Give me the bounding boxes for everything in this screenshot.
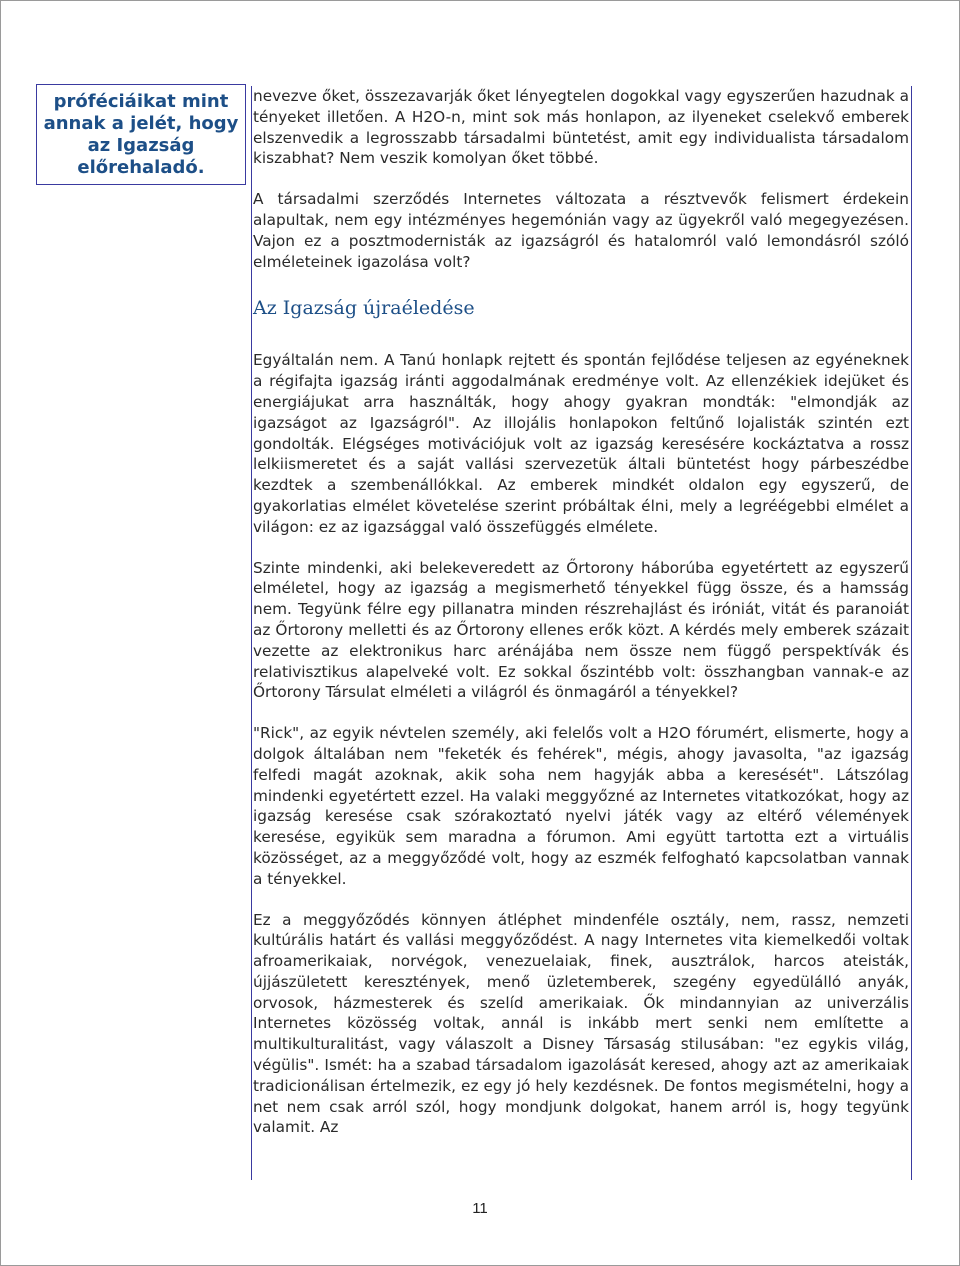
paragraph-1: nevezve őket, összezavarják őket lényegtelen dogokkal vagy egyszerűen hazudnak a tényeket illetően. A H2O-n, mint sok más honlapon, az ilyeneket cselekvő emberek elszenvedik a legrosszabb társadalmi büntetést, amit egy individualista társadalom kiszabhat? Nem veszik komolyan őket többé. xyxy=(253,87,909,168)
paragraph-3: Egyáltalán nem. A Tanú honlapk rejtett és spontán fejlődése teljesen az egyéneknek a régifajta igazság iránti aggodalmának eredménye volt. Az ellenzékiek idejüket és energiájukat arra használták, hogy ahogy gyakran mondták: "elmondják az igazságot az Igazságról". Az illojális honlapokon feltűnő lojalisták szintén ezt gondolták. Elégséges motivációjuk volt az igazság keresésére kockáztatva a rossz lelkiismeretet és a saját vallási szervezetük általi büntetést hogy párbeszédbe kezdtek a szembenállókkal. Az emberek mindkét oldalon egy egyszerű, de gyakorlatias elmélet követelése szerint próbáltak élni, mely a legréégebbi elmélet a világon: ez az igazsággal való összefüggés elmélete. xyxy=(253,351,909,536)
pull-quote: próféciáikat mint annak a jelét, hogy az Igazság előrehaladó. xyxy=(36,84,246,185)
paragraph-4: Szinte mindenki, aki belekeveredett az Őrtorony háborúba egyetértett az egyszerű elméletel, hogy az igazság a megismerhető tényekkel függ össze, és a hamsság nem. Tegyünk félre egy pillanatra minden részrehajlást és iróniát, vitát és paranoiát az Őrtorony melletti és az Őrtorony ellenes erők közt. A kérdés mely emberek százait vezette az elektronikus harc arénájába nem össze nem függő perspektívák és relativisztikus alapelveké volt. Ez sokkal őszintébb volt: összhangban vannak-e az Őrtorony Társulat elméleti a világról és önmagáról a tényekkel? xyxy=(253,558,909,702)
page-number: 11 xyxy=(472,1200,488,1217)
paragraph-5: "Rick", az egyik névtelen személy, aki felelős volt a H2O fórumért, elismerte, hogy a dolgok általában nem "feketék és fehérek", mégis, ahogy javasolta, "az igazság felfedi magát azoknak, akik soha nem hagyják abba a keresését". Látszólag mindenki egyetértett ezzel. Ha valaki meggyőzné az Internetes vitatkozókat, hogy az igazság keresése csak szórakoztató nyelvi játék vagy az eltérő vélemények keresése, egyikük sem maradna a fórumon. Ami együtt tartotta ezt a virtuális közösséget, az a meggyőződé volt, hogy az eszmék felfogható kapcsolatban vannak a tényekkel. xyxy=(253,724,909,888)
section-heading: Az Igazság újraéledése xyxy=(253,297,475,320)
paragraph-6: Ez a meggyőződés könnyen átléphet mindenféle osztály, nem, rassz, nemzeti kultúrális határt és vallási meggyőződést. A nagy Internetes vita kiemelkedői voltak afroamerikaiak, norvégok, venezuelaiak, finek, ausztrálok, harcos ateisták, újjászületett keresztények, menő üzletemberek, szegény egyedülálló anyák, orvosok, házmesterek és szelíd amerikaiak. Ők mindannyian az univerzális Internetes közösség voltak, annál is inkább mert senki nem említette a multikulturalitást, vagy válaszolt a Disney Társaság stilusában: "ez egykis világ, végülis". Ismét: ha a szabad társadalom igazolását keresed, ahogy azt az amerikaiak tradicionálisan értelmezik, ez egy jó hely kezdésnek. De fontos megismételni, hogy a net nem csak arról szól, hogy mondjunk dolgokat, hanem arról is, hogy tegyünk valamit. Az xyxy=(253,910,909,1137)
main-column xyxy=(253,86,909,1138)
paragraph-2: A társadalmi szerződés Internetes változata a résztvevők felismert érdekein alapultak, nem egy intézményes hegemónián vagy az ügyekről való megegyezésen. Vajon ez a posztmodernisták az igazságról és hatalomról való lemondásról szóló elméleteinek igazolása volt? xyxy=(253,190,909,271)
